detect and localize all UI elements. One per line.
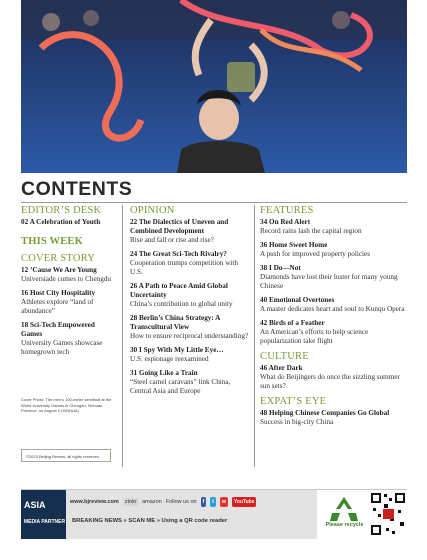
qr-instruction: BREAKING NEWS » SCAN ME » Using a QR code reader bbox=[72, 518, 228, 524]
cover-photo bbox=[21, 0, 407, 173]
column-middle bbox=[130, 205, 252, 401]
toc-item[interactable] bbox=[21, 321, 116, 357]
youtube-icon[interactable]: YouTube bbox=[233, 499, 255, 505]
please-recycle-label: Please recycle bbox=[325, 522, 364, 528]
toc-item-title: 48 Helping Chinese Companies Go Global bbox=[260, 409, 390, 417]
column-left bbox=[21, 205, 116, 362]
section-features: FEATURES bbox=[260, 205, 314, 216]
toc-item-title: 46 After Dark bbox=[260, 364, 303, 372]
toc-item-title: 34 On Red Alert bbox=[260, 218, 311, 226]
toc-item[interactable] bbox=[260, 364, 407, 391]
toc-item[interactable] bbox=[130, 282, 252, 309]
section-culture: CULTURE bbox=[260, 351, 309, 362]
toc-item-desc: “Steel camel caravans” link China, Central Asia and Europe bbox=[130, 378, 231, 395]
toc-item[interactable] bbox=[21, 266, 116, 284]
weibo-icon[interactable]: w bbox=[221, 499, 226, 505]
recycle-qr-block bbox=[317, 490, 407, 539]
toc-item-desc: Cooperation trumps competition with U.S. bbox=[130, 259, 238, 276]
cover-photo-credit: Cover Photo: The men’s 100-meter semifinal at the World University Games in Chengdu, Sichuan Province, on August 2 (XINHUA) bbox=[21, 397, 112, 414]
media-partner-label: MEDIA PARTNER bbox=[24, 519, 66, 525]
toc-item-desc: How to ensure reciprocal understanding? bbox=[130, 332, 249, 340]
toc-item[interactable] bbox=[130, 218, 252, 245]
toc-item-desc: University Games showcase homegrown tech bbox=[21, 339, 103, 356]
column-right bbox=[260, 205, 407, 432]
toc-item-title: 12 ’Cause We Are Young bbox=[21, 266, 97, 274]
toc-item-desc: A push for improved property policies bbox=[260, 250, 370, 258]
column-divider bbox=[254, 205, 255, 467]
footer-banner bbox=[21, 489, 407, 539]
toc-item-title: 28 Berlin’s China Strategy: A Transcultural View bbox=[130, 314, 220, 331]
toc-item-title: 40 Emotional Overtones bbox=[260, 296, 335, 304]
toc-item-title: 38 I Do—Not bbox=[260, 264, 301, 272]
toc-item[interactable] bbox=[130, 314, 252, 341]
toc-item-desc: What do Beijingers do once the sizzling summer sun sets? bbox=[260, 373, 400, 390]
amazon-link[interactable]: amazon bbox=[142, 499, 162, 505]
contents-title: CONTENTS bbox=[21, 178, 133, 200]
toc-item-title: 24 The Great Sci-Tech Rivalry? bbox=[130, 250, 227, 258]
toc-item-desc: U.S. espionage reexamined bbox=[130, 355, 209, 363]
toc-item-title: 31 Going Like a Train bbox=[130, 369, 198, 377]
media-partner-block[interactable] bbox=[21, 490, 66, 539]
toc-item-desc: Athletes explore “land of abundance” bbox=[21, 298, 94, 315]
toc-item-desc: An American’s efforts to help science popularization take flight bbox=[260, 328, 369, 345]
section-cover-story: COVER STORY bbox=[21, 253, 96, 264]
toc-item[interactable] bbox=[260, 218, 407, 236]
toc-item-title: 26 A Path to Peace Amid Global Uncertainty bbox=[130, 282, 228, 299]
toc-item-title: 02 A Celebration of Youth bbox=[21, 218, 101, 226]
toc-item[interactable] bbox=[260, 409, 407, 427]
toc-item[interactable] bbox=[260, 241, 407, 259]
toc-item-desc: China’s contribution to global unity bbox=[130, 300, 233, 308]
toc-item-title: 42 Birds of a Feather bbox=[260, 319, 325, 327]
toc-item-desc: Success in big-city China bbox=[260, 418, 334, 426]
section-this-week: THIS WEEK bbox=[21, 236, 84, 247]
toc-item-desc: Diamonds have lost their luster for many young Chinese bbox=[260, 273, 398, 290]
recycle-icon bbox=[326, 495, 362, 523]
toc-item-title: 30 I Spy With My Little Eye… bbox=[130, 346, 224, 354]
copyright-notice: ©2023 Beijing Review, all rights reserved. bbox=[21, 449, 111, 462]
follow-us-label: Follow us on bbox=[165, 499, 197, 505]
toc-item-title: 36 Home Sweet Home bbox=[260, 241, 328, 249]
asia-logo: ASIA bbox=[24, 500, 46, 510]
toc-item[interactable] bbox=[260, 296, 407, 314]
toc-item[interactable] bbox=[260, 264, 407, 291]
toc-item-desc: Rise and fall or rise and rise? bbox=[130, 236, 214, 244]
toc-item-title: 16 Host City Hospitality bbox=[21, 289, 96, 297]
section-editors-desk: EDITOR’S DESK bbox=[21, 205, 102, 216]
qr-code-icon[interactable] bbox=[370, 492, 406, 536]
toc-item[interactable] bbox=[130, 346, 252, 364]
section-expats-eye: EXPAT’S EYE bbox=[260, 396, 327, 407]
gymnast-illustration bbox=[21, 0, 407, 173]
title-rule bbox=[21, 202, 407, 203]
website-link[interactable]: www.bjreview.com bbox=[70, 499, 119, 505]
toc-item-desc: Universiade comes to Chengdu bbox=[21, 275, 112, 283]
toc-item-desc: A master dedicates heart and soul to Kunqu Opera bbox=[260, 305, 405, 313]
zinio-link[interactable]: zinio bbox=[124, 499, 137, 505]
footer-links bbox=[66, 490, 317, 539]
toc-item[interactable] bbox=[260, 319, 407, 346]
toc-item-desc: Record rains lash the capital region bbox=[260, 227, 362, 235]
section-opinion: OPINION bbox=[130, 205, 175, 216]
toc-item[interactable] bbox=[130, 369, 252, 396]
toc-item-title: 18 Sci-Tech Empowered Games bbox=[21, 321, 95, 338]
toc-item[interactable] bbox=[21, 289, 116, 316]
facebook-icon[interactable]: f bbox=[202, 499, 205, 505]
toc-item[interactable] bbox=[21, 218, 116, 227]
column-divider bbox=[122, 205, 123, 467]
toc-item[interactable] bbox=[130, 250, 252, 277]
toc-item-title: 22 The Dialectics of Uneven and Combined Development bbox=[130, 218, 229, 235]
twitter-icon[interactable]: t bbox=[212, 499, 214, 505]
